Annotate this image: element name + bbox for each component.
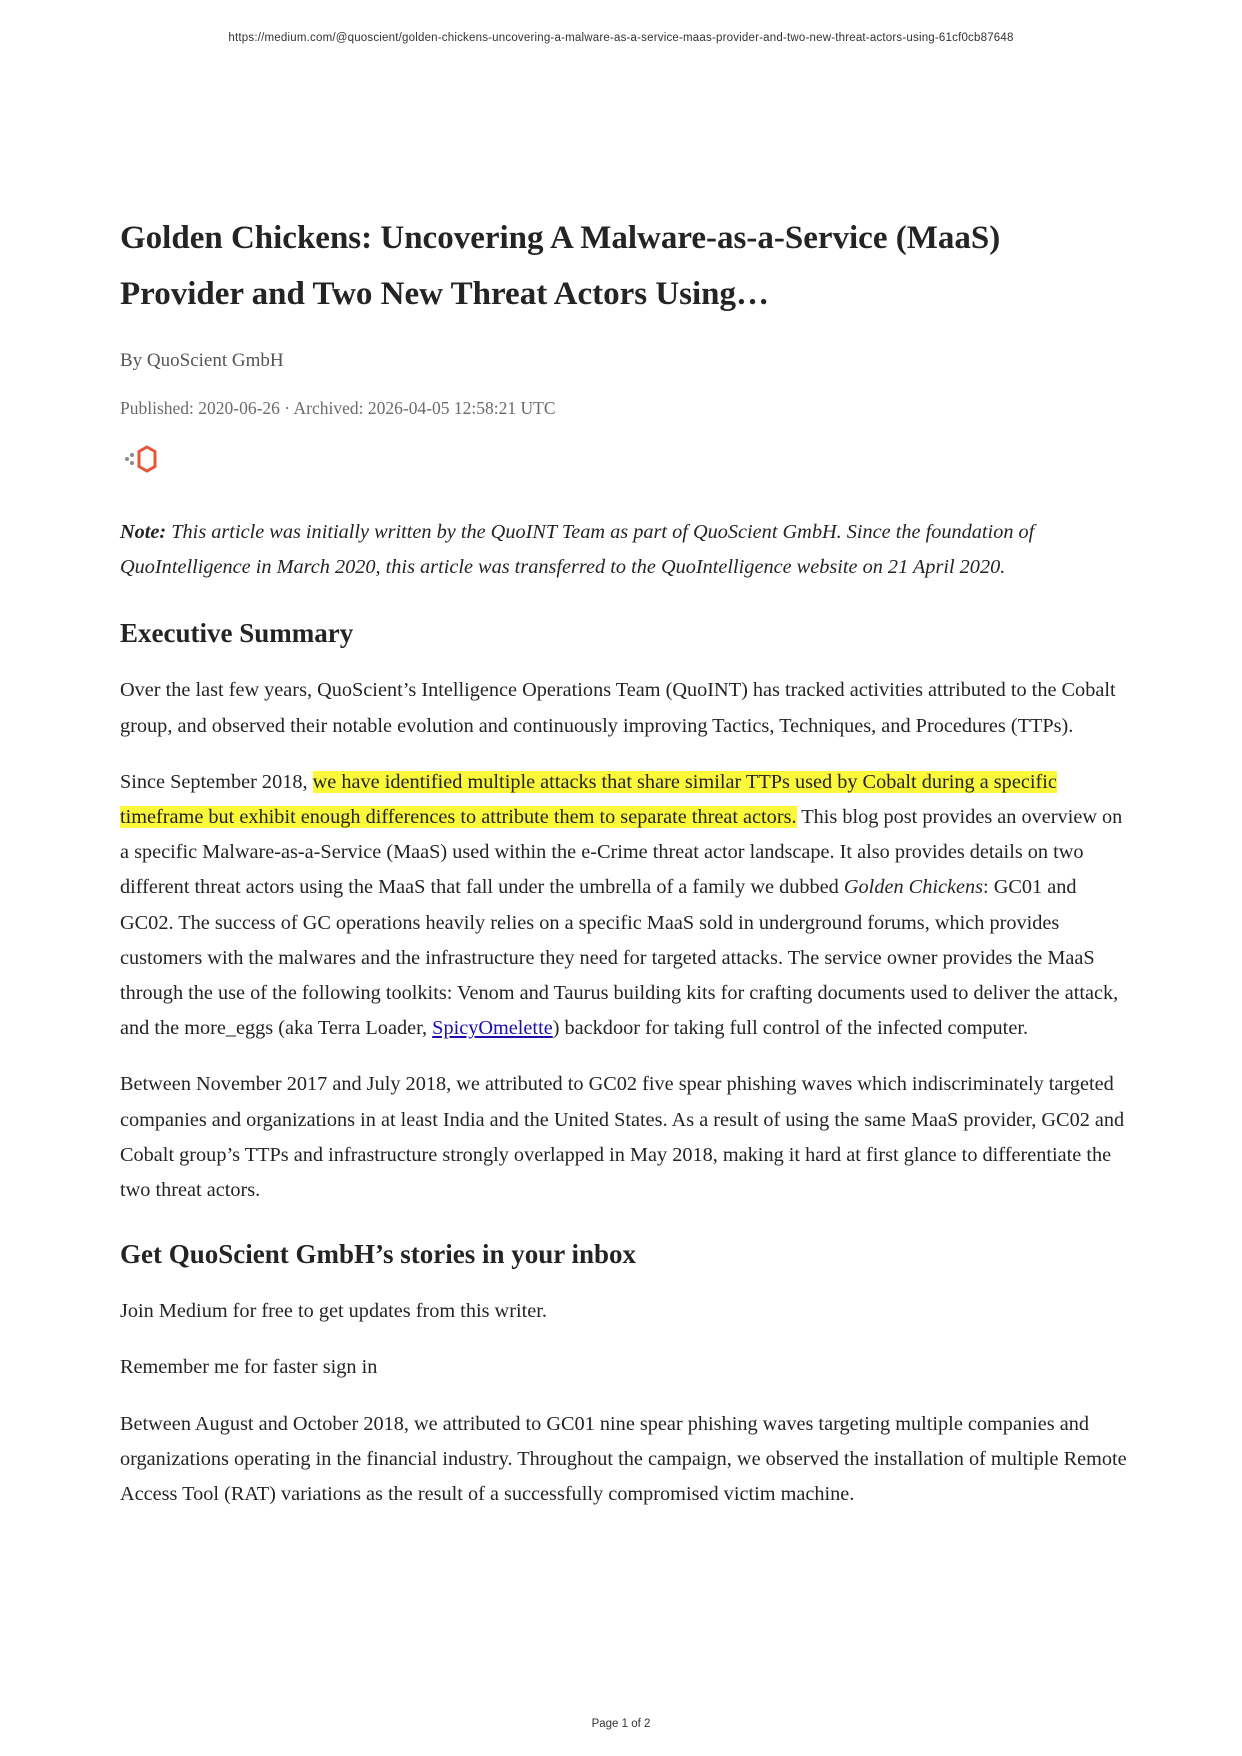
subscribe-heading: Get QuoScient GmbH’s stories in your inbox	[120, 1239, 637, 1270]
highlighted-text: we have identified multiple attacks that share similar TTPs used by Cobalt during a specific timeframe but exhibit enough differences to attribute them to separate threat actors.	[120, 770, 1057, 829]
note-text: This article was initially written by the QuoINT Team as part of QuoScient GmbH. Since the foundation of QuoIntelligence in March 2020, this article was transferred to the QuoIntelligence website on 21 April 2020.	[120, 521, 1035, 579]
paragraph-overview: Over the last few years, QuoScient’s Intelligence Operations Team (QuoINT) has tracked activities attributed to the Cobalt group, and observed their notable evolution and continuously improving Tactics, Techniques, and Procedures (TTPs).	[120, 679, 1116, 737]
article	[120, 210, 1130, 1512]
note-label: Note:	[120, 521, 167, 543]
source-url: https://medium.com/@quoscient/golden-chickens-uncovering-a-malware-as-a-service-maas-provider-and-two-new-threat-actors-using-61cf0cb87648	[228, 32, 1014, 44]
join-medium-text: Join Medium for free to get updates from this writer.	[120, 1300, 547, 1323]
p2-rest: : GC01 and GC02. The success of GC operations heavily relies on a specific MaaS sold in underground forums, which provides customers with the malwares and the infrastructure they need for targeted attacks. The service owner provides the MaaS through the use of the following toolkits: Venom and Taurus building kits for crafting documents used to deliver the attack, and the more_eggs (aka Terra Loader,	[120, 876, 1119, 1040]
editor-note	[120, 515, 1130, 585]
paragraph-gc01: Between August and October 2018, we attributed to GC01 nine spear phishing waves targeting multiple companies and organizations operating in the financial industry. Throughout the campaign, we observed the installation of multiple Remote Access Tool (RAT) variations as the result of a successfully compromised victim machine.	[120, 1412, 1127, 1506]
article-title: Golden Chickens: Uncovering A Malware-as-a-Service (MaaS) Provider and Two New Threat Actors Using…	[120, 220, 1001, 312]
remember-me-text: Remember me for faster sign in	[120, 1356, 378, 1379]
spicyomelette-link[interactable]: SpicyOmelette	[432, 1017, 553, 1040]
p2-end: ) backdoor for taking full control of the infected computer.	[552, 1017, 1029, 1040]
page-number: Page 1 of 2	[591, 1718, 651, 1730]
paragraph-golden-chickens	[120, 765, 1130, 1047]
publish-dates: Published: 2020-06-26 · Archived: 2026-04-05 12:58:21 UTC	[120, 398, 556, 418]
quoscient-logo-icon	[120, 441, 164, 477]
author-byline: By QuoScient GmbH	[120, 350, 284, 371]
p2-mid: This blog post provides an overview on a specific Malware-as-a-Service (MaaS) used within the e-Crime threat actor landscape. It also provides details on two different threat actors using the MaaS that fall under the umbrella of a family we dubbed	[120, 806, 1123, 899]
paragraph-gc02: Between November 2017 and July 2018, we attributed to GC02 five spear phishing waves which indiscriminately targeted companies and organizations in at least India and the United States. As a result of using the same MaaS provider, GC02 and Cobalt group’s TTPs and infrastructure strongly overlapped in May 2018, making it hard at first glance to differentiate the two threat actors.	[120, 1073, 1125, 1202]
p2-lead: Since September 2018,	[120, 770, 313, 793]
executive-summary-heading: Executive Summary	[120, 618, 354, 649]
golden-chickens-term: Golden Chickens	[843, 876, 984, 899]
